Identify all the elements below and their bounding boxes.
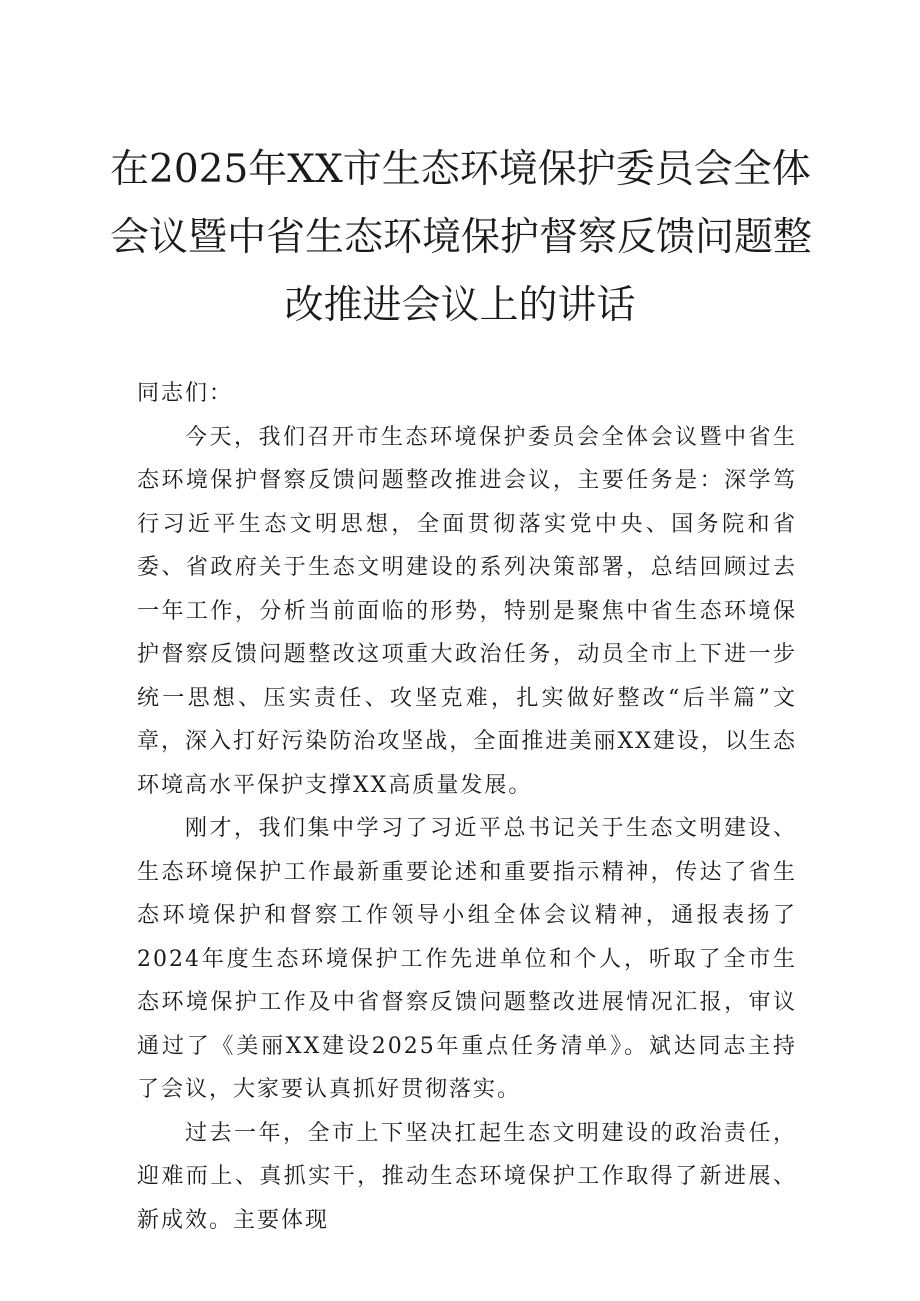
paragraph-3: 过去一年，全市上下坚决扛起生态文明建设的政治责任，迎难而上、真抓实干，推动生态环境保护工作取得了新进展、新成效。主要体现: [137, 1120, 797, 1233]
title-line-1: 在2025年XX市生态环境保护委员会全体: [110, 147, 811, 192]
title-line-3: 改推进会议上的讲话: [284, 283, 636, 328]
document-body: [137, 372, 797, 1242]
document-title: [110, 136, 813, 340]
salutation: 同志们：: [137, 381, 234, 406]
paragraph-2: 刚才，我们集中学习了习近平总书记关于生态文明建设、生态环境保护工作最新重要论述和重要指示精神，传达了省生态环境保护和督察工作领导小组全体会议精神，通报表扬了2024年度生态环境保护工作先进单位和个人，听取了全市生态环境保护工作及中省督察反馈问题整改进展情况汇报，审议通过了《美丽XX建设2025年重点任务清单》。斌达同志主持了会议，大家要认真抓好贯彻落实。: [137, 816, 797, 1102]
paragraph-1: 今天，我们召开市生态环境保护委员会全体会议暨中省生态环境保护督察反馈问题整改推进会议，主要任务是：深学笃行习近平生态文明思想，全面贯彻落实党中央、国务院和省委、省政府关于生态文明建设的系列决策部署，总结回顾过去一年工作，分析当前面临的形势，特别是聚焦中省生态环境保护督察反馈问题整改这项重大政治任务，动员全市上下进一步统一思想、压实责任、攻坚克难，扎实做好整改“后半篇”文章，深入打好污染防治攻坚战，全面推进美丽XX建设，以生态环境高水平保护支撑XX高质量发展。: [137, 424, 797, 798]
title-line-2: 会议暨中省生态环境保护督察反馈问题整: [110, 215, 813, 260]
